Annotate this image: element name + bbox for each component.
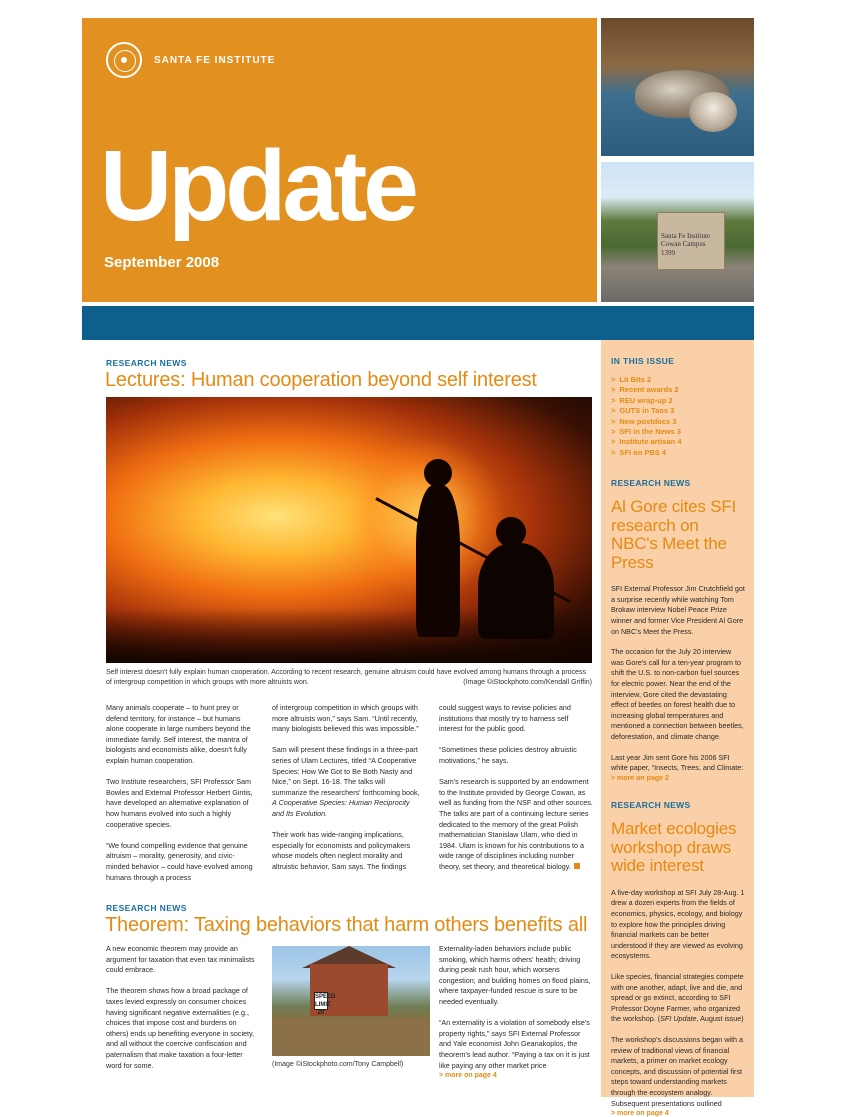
toc-item[interactable]: > Recent awards 2 [611,385,679,395]
institute-logo [106,42,275,78]
cat-head-shape [689,92,737,132]
toc-item[interactable]: > Lit Bits 2 [611,375,652,384]
second-column-3 [439,944,593,1082]
sidebar-story2-body [611,888,746,1117]
sidebar-story1-body [611,584,746,784]
toc-item[interactable]: > REU wrap-up 2 [611,395,673,405]
campus-sign-photo [601,162,754,302]
blue-divider-bar [82,306,754,340]
sign-line-3: 1399 [661,248,675,257]
paragraph: “Sometimes these policies destroy altruistic motivations,” he says. [439,745,577,765]
toc-item[interactable]: > SFI on PBS 4 [611,447,667,457]
paragraph: Like species, financial strategies compete with one another, adapt, live and die, and spread or go extinct, according to SFI Professor Doyne Farmer, who organized the workshop. (SFI Update, August issue) [611,972,744,1024]
second-column-1 [106,944,258,1071]
flooded-house-photo [272,946,430,1056]
seal-icon [106,42,142,78]
paragraph: The occasion for the July 20 interview was Gore's call for a ten-year program to shift the U.S. to non-carbon fuel sources for electric power. Near the end of the interview, Gore cited the devastating effect of beetles on forest health due to increasing global temperatures and mentioned a connection between beetles, deforestation, and climate change. [611,647,744,741]
paragraph: “An externality is a violation of somebody else's property rights,” says SFI External Professor and Yale economist John Geanakoplos, the theorem's lead author. “Paying a tax on it is just like paying any other market price [439,1018,590,1070]
more-link[interactable]: > more on page 4 [611,1110,669,1117]
more-link[interactable]: > more on page 2 [611,774,669,782]
toc-item[interactable]: > Institute artisan 4 [611,437,682,447]
firefighter-silhouette [416,485,460,637]
photo-credit: (Image ©iStockphoto.com/Kendall Griffin) [463,678,592,686]
paragraph: The theorem shows how a broad package of taxes levied expressly on consumer choices having significant negative externalities (e.g., choices that impose cost and burdens on others) ends up benefiting everyone in society, and all without the coercive confiscation and paternalism that make taxation a four-letter word for some. [106,986,255,1070]
paragraph: could suggest ways to revise policies and institutions that mostly try to harness self interest for the public good. [439,703,571,734]
firefighter-silhouette [478,543,554,639]
paragraph: Sam will present these findings in a three-part series of Ulam Lectures, titled “A Cooperative Species: How We Got to Be Both Nasty and Nice,” on Sept. 16-18. The talks will summarize the researchers' forthcoming book, A Cooperative Species: Human Reciprocity and Its Evolution. [272,745,420,818]
toc-item[interactable]: > SFI in the News 3 [611,427,682,437]
sidebar-story2-title: Market ecologies workshop draws wide interest [611,819,737,876]
caption-text: Self interest doesn't fully explain human cooperation. According to recent research, genuine altruism could have evolved among humans through a process of intergroup competition in which groups with more altruists won. [106,669,586,686]
end-mark [574,863,580,869]
paragraph: Sam's research is supported by an endowment to the Institute provided by George Cowan, as well as funding from the NSF and other sources. The talks are part of a continuing lecture series dedicated to the memory of the great Polish mathematician Stanislaw Ulam, who died in 1984. Ulam is known for his contributions to a wide range of disciplines including number theory, set theory, and theoretical biology. [439,777,593,871]
sidebar [601,340,754,1117]
in-this-issue-heading: IN THIS ISSUE [611,356,675,366]
second-kicker: RESEARCH NEWS [106,903,187,913]
toc-item[interactable]: > New postdocs 3 [611,416,677,426]
paragraph: Last year Jim sent Gore his 2006 SFI white paper, “Insects, Trees, and Climate: [611,752,744,773]
lead-photo-caption [106,668,592,687]
speed-limit-sign: SPEED LIMIT 20 [315,994,336,1016]
sign-lettering [661,232,710,257]
lead-column-3 [439,703,593,873]
paragraph: A five-day workshop at SFI July 28-Aug. 1 drew a dozen experts from the fields of economics, physics, ecology, and biology to explore how the principles driving financial markets can be better understood if they are viewed as evolving ecosystems. [611,887,745,961]
paragraph: Many animals cooperate – to hunt prey or defend territory, for instance – but humans alone cooperate in large numbers beyond the immediate family. Self interest, the mantra of biologists and economists alike, doesn't fully explain human cooperation. [106,703,251,765]
paragraph: The workshop's discussions began with a review of traditional views of financial markets, a primer on market ecology concepts, and discussion of potential first steps toward understanding markets through the ecosystem analogy. Subsequent presentations outlined [611,1034,744,1108]
second-headline: Theorem: Taxing behaviors that harm others benefits all [105,914,588,936]
sign-line-1: Santa Fe Institute [661,232,710,240]
lead-column-1 [106,703,256,883]
paragraph: “We found compelling evidence that genuine altruism – morality, generosity, and civic-minded behavior – could have evolved among humans through a process [106,840,253,882]
toc-item[interactable]: > GUTS in Taos 3 [611,406,675,416]
firefighter-head [424,459,452,487]
lead-column-2 [272,703,422,873]
paragraph: SFI External Professor Jim Crutchfield got a surprise recently while watching Tom Brokaw interview Nobel Peace Prize winner and former Vice President Al Gore on NBC's Meet the Press. [611,584,745,636]
paragraph: A new economic theorem may provide an argument for taxation that even tax minimalists could embrace. [106,944,255,975]
flood-water [272,1018,430,1056]
cat-photo [601,18,754,156]
sidebar-story1-title: Al Gore cites SFI research on NBC's Meet the Press [611,497,737,572]
firefighters-photo [106,397,592,663]
org-name: SANTA FE INSTITUTE [154,54,276,66]
sign-line-2: Cowan Campus [661,240,706,249]
sidebar-story1-kicker: RESEARCH NEWS [611,478,691,489]
issue-date: September 2008 [104,254,220,271]
newsletter-title: Update [100,130,415,242]
lead-headline: Lectures: Human cooperation beyond self interest [105,369,537,391]
photo-credit: (Image ©iStockphoto.com/Tony Campbell) [272,1061,404,1068]
sidebar-story2-kicker: RESEARCH NEWS [611,800,691,811]
more-link[interactable]: > more on page 4 [439,1072,497,1080]
paragraph: Their work has wide-ranging implications, especially for economists and policymakers whose models often neglect morality and altruistic behavior, Sam says. The findings [272,830,411,871]
paragraph: of intergroup competition in which groups with more altruists won,” says Sam. “Until recently, many biologists believed this was impossible.” [272,703,419,734]
toc-list [611,375,746,458]
paragraph: Externality-laden behaviors include public smoking, which harms others' health; driving during peak rush hour, which worsens congestion; and building homes on flood plains, where taxpayer-funded rescue is sure to be needed eventually. [439,944,591,1006]
paragraph: Two Institute researchers, SFI Professor Sam Bowles and External Professor Herbert Gintis, have developed an alternative explanation of how humans evolved into such a highly cooperative species. [106,777,253,829]
masthead [82,18,597,302]
lead-kicker: RESEARCH NEWS [106,358,187,368]
